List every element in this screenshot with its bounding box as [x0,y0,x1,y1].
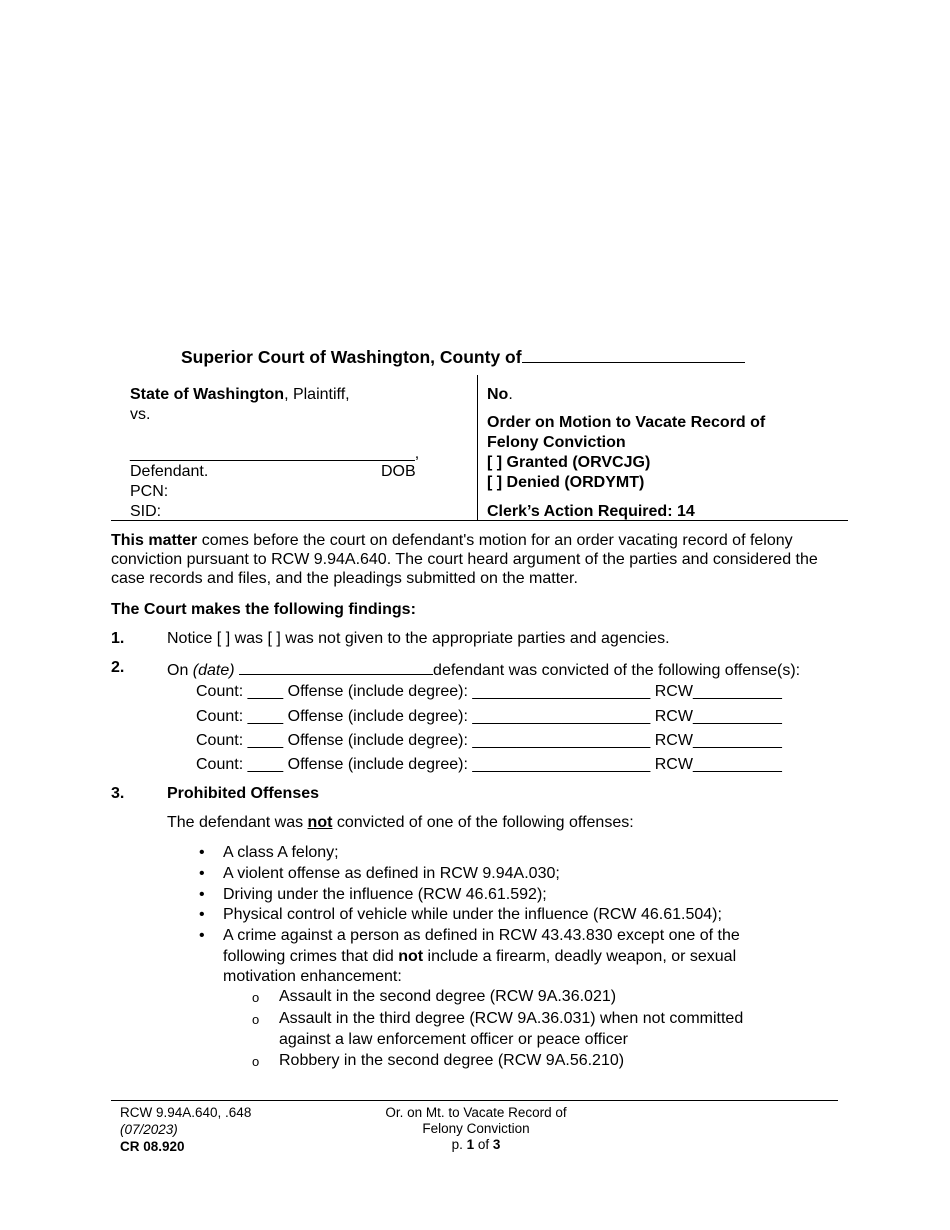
case-number: No. [487,386,513,403]
circle-bullet-icon: o [252,990,260,1005]
intro-bold-lead: This matter [111,532,198,549]
count-line[interactable]: Count: ____ Offense (include degree): ____________________ RCW__________ [196,732,782,749]
pcn-label: PCN: [130,483,169,500]
circle-bullet-icon: o [252,1054,260,1069]
dob-label: DOB [381,463,416,480]
finding-3-number: 3. [111,785,125,802]
order-title-line2: Felony Conviction [487,434,626,451]
footer-date: (07/2023) [120,1122,178,1137]
defendant-label: Defendant. [130,463,209,480]
case-number-label: No [487,386,509,403]
finding-2-number: 2. [111,659,125,676]
finding-1-number: 1. [111,630,125,647]
vs-label: vs. [130,406,151,423]
list-item: Physical control of vehicle while under the influence (RCW 46.61.504); [223,906,722,923]
intro-paragraph [111,531,831,588]
defendant-name-blank[interactable]: ________________________________, [130,445,420,462]
court-title [181,344,745,367]
finding-3-lead: The defendant was not convicted of one of the following offenses: [167,814,634,831]
denied-checkbox[interactable]: [ ] Denied (ORDYMT) [487,474,645,491]
list-item: A crime against a person as defined in RCW 43.43.830 except one of the following crimes that did not include a firearm, deadly weapon, or sexual motivation enhancement: [223,927,740,985]
caption-bottom-rule [111,520,848,521]
emphasis-not: not [307,814,333,831]
order-title-line1: Order on Motion to Vacate Record of [487,414,766,431]
plaintiff-name: State of Washington [130,386,285,403]
plaintiff-role: , Plaintiff, [284,386,350,403]
plaintiff-line [130,385,350,405]
bullet-icon: • [199,927,205,944]
bullet-icon: • [199,844,205,861]
clerk-action: Clerk’s Action Required: 14 [487,503,695,520]
count-line[interactable]: Count: ____ Offense (include degree): ____________________ RCW__________ [196,683,782,700]
granted-checkbox[interactable]: [ ] Granted (ORVCJG) [487,454,651,471]
finding-1-notice[interactable]: Notice [ ] was [ ] was not given to the appropriate parties and agencies. [167,630,670,647]
list-item: A class A felony; [223,844,339,861]
sub-list-item: Assault in the third degree (RCW 9A.36.031) when not committed against a law enforcement officer or peace officer [279,1010,744,1048]
bullet-icon: • [199,906,205,923]
finding-3-heading: Prohibited Offenses [167,785,320,802]
footer-rule [111,1100,838,1101]
date-label: (date) [192,662,235,679]
bullet-icon: • [199,886,205,903]
finding-2-line: On (date) defendant was convicted of the following offense(s): [167,658,800,681]
bullet-icon: • [199,865,205,882]
findings-heading: The Court makes the following findings: [111,601,416,618]
finding-2-text: defendant was convicted of the following offense(s): [433,662,801,679]
intro-text: comes before the court on defendant's motion for an order vacating record of felony conviction pursuant to RCW 9.94A.640. The court heard argument of the parties and considered the case records and files, and the pleadings submitted on the matter. [111,532,818,587]
circle-bullet-icon: o [252,1012,260,1027]
footer-title-line1: Or. on Mt. to Vacate Record of [385,1105,567,1120]
footer-title-line2: Felony Conviction [422,1121,530,1136]
footer-form-number: CR 08.920 [120,1139,185,1154]
count-line[interactable]: Count: ____ Offense (include degree): ____________________ RCW__________ [196,708,782,725]
footer-page-number: p. 1 of 3 [451,1137,501,1152]
caption-divider [477,375,478,521]
sid-label: SID: [130,503,162,520]
list-item: A violent offense as defined in RCW 9.94A.030; [223,865,560,882]
count-line[interactable]: Count: ____ Offense (include degree): ____________________ RCW__________ [196,756,782,773]
sub-list-item: Robbery in the second degree (RCW 9A.56.210) [279,1052,625,1069]
sub-list-item: Assault in the second degree (RCW 9A.36.021) [279,988,617,1005]
county-blank[interactable] [522,344,745,363]
conviction-date-blank[interactable] [239,658,433,675]
court-title-text: Superior Court of Washington, County of [181,347,522,367]
footer-rcw: RCW 9.94A.640, .648 [120,1105,252,1120]
list-item: Driving under the influence (RCW 46.61.592); [223,886,547,903]
